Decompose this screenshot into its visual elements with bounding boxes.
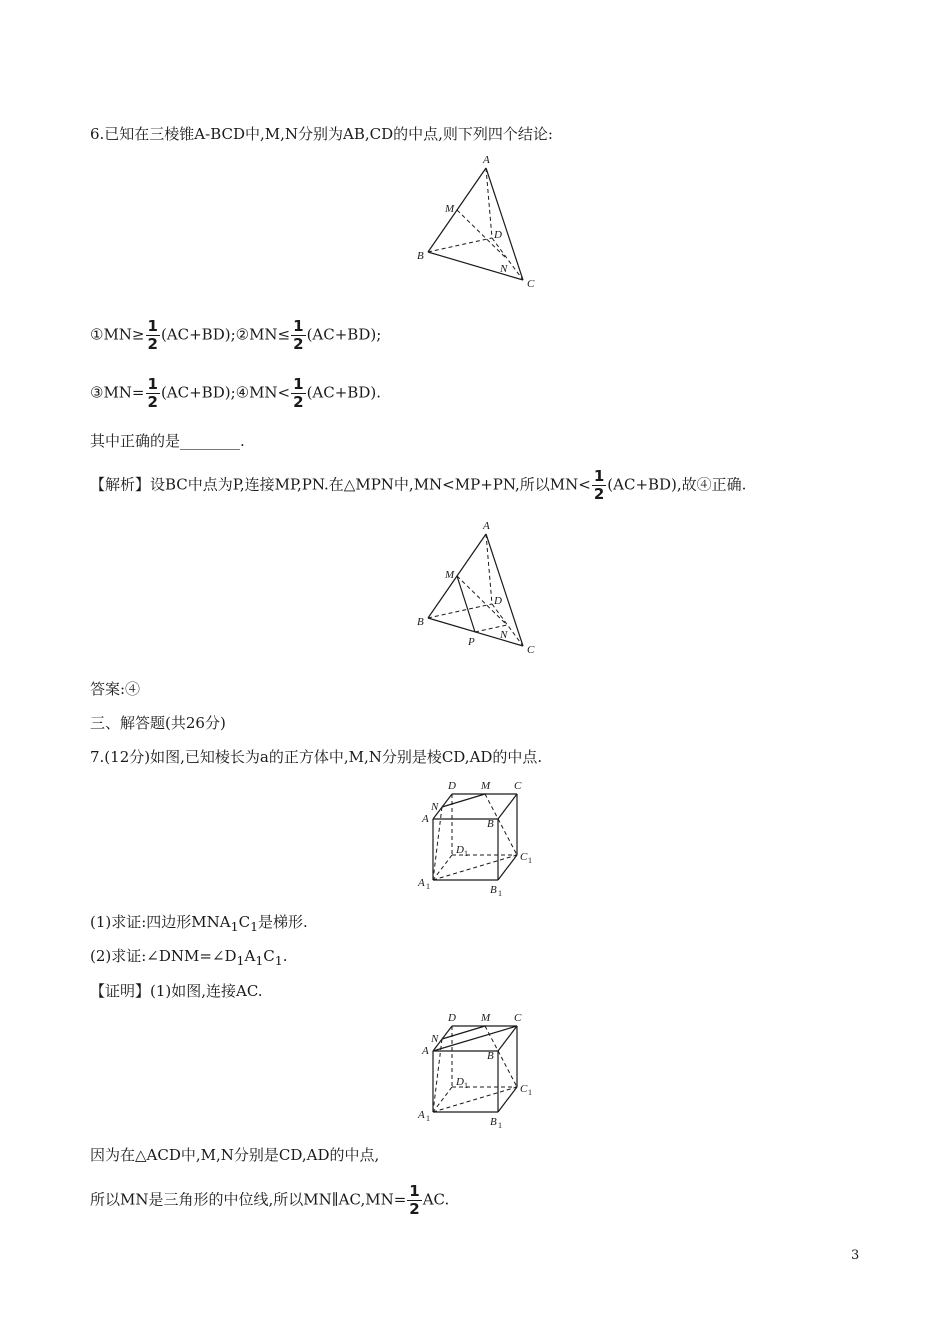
fraction-half: $\frac{1}{2}$	[147, 317, 158, 353]
fraction-half: $\frac{1}{2}$	[147, 375, 158, 411]
tetrahedron-midpoint-figure	[410, 516, 550, 661]
label-A: A	[422, 813, 429, 825]
label-C: C	[527, 278, 535, 290]
label-B: B	[417, 616, 424, 628]
label-A1: A	[418, 1109, 425, 1121]
tetrahedron-figure	[410, 150, 550, 295]
svg-text:1: 1	[528, 1088, 532, 1097]
q7-part2: (2)求证$:\angle DNM=\angle D_1A_1C_1$.	[90, 947, 288, 968]
q6-ask: 其中正确的是________.	[90, 432, 245, 450]
q6-answer: 答案:④	[90, 680, 141, 698]
label-M: M	[481, 1012, 491, 1024]
q7-part1: (1)求证:四边形$MNA_1C_1$是梯形.	[90, 913, 308, 934]
label-C: C	[514, 780, 522, 792]
q7-because: 因为在△ACD中,M,N分别是CD,AD的中点,	[90, 1146, 380, 1164]
label-N: N	[431, 1033, 439, 1045]
q6-analysis: 【解析】设BC中点为P,连接MP,PN.在△MPN中,MN<MP+PN,所以MN< $\frac{1}{2}$ (AC+BD),故④正确.	[90, 467, 747, 503]
label-M: M	[445, 203, 455, 215]
svg-text:1: 1	[426, 882, 430, 891]
page-number: 3	[851, 1248, 860, 1263]
label-M: M	[481, 780, 491, 792]
q7-so: 所以MN是三角形的中位线,所以MN∥AC,MN= $\frac{1}{2}$ AC.	[90, 1182, 450, 1218]
label-B: B	[487, 818, 494, 830]
q6-stem: 6.已知在三棱锥A-BCD中,M,N分别为AB,CD的中点,则下列四个结论:	[90, 125, 553, 143]
label-N: N	[431, 801, 439, 813]
svg-text:1: 1	[426, 1114, 430, 1123]
label-C: C	[514, 1012, 522, 1024]
label-B1: B	[490, 1116, 497, 1128]
q6-options-2: ③MN= $\frac{1}{2}$ (AC+BD);④MN< $\frac{1}{2}$ (AC+BD).	[90, 375, 381, 411]
label-D1: D	[456, 1076, 464, 1088]
cube-with-diagonal-figure	[410, 1006, 550, 1131]
label-A: A	[483, 520, 490, 532]
fraction-half: $\frac{1}{2}$	[409, 1182, 420, 1218]
q7-stem: 7.(12分)如图,已知棱长为a的正方体中,M,N分别是棱CD,AD的中点.	[90, 748, 543, 766]
svg-text:1: 1	[498, 889, 502, 898]
label-D1: D	[456, 844, 464, 856]
label-D: D	[494, 595, 502, 607]
label-A: A	[422, 1045, 429, 1057]
label-C: C	[527, 644, 535, 656]
label-N: N	[500, 629, 508, 641]
fraction-half: $\frac{1}{2}$	[593, 467, 605, 503]
label-D: D	[448, 1012, 456, 1024]
label-P: P	[468, 636, 475, 648]
cube-figure	[410, 774, 550, 899]
label-M: M	[445, 569, 455, 581]
svg-text:1: 1	[528, 856, 532, 865]
label-B: B	[417, 250, 424, 262]
label-C1: C	[520, 1083, 528, 1095]
label-D: D	[494, 229, 502, 241]
fraction-half: $\frac{1}{2}$	[293, 317, 304, 353]
fraction-half: $\frac{1}{2}$	[293, 375, 304, 411]
label-C1: C	[520, 851, 528, 863]
q7-proof: 【证明】(1)如图,连接AC.	[90, 982, 263, 1000]
label-D: D	[448, 780, 456, 792]
q6-options-1: ①MN≥ $\frac{1}{2}$ (AC+BD);②MN≤ $\frac{1}{2}$ (AC+BD);	[90, 317, 382, 353]
label-A1: A	[418, 877, 425, 889]
svg-text:1: 1	[464, 849, 468, 858]
label-B1: B	[490, 884, 497, 896]
svg-text:1: 1	[498, 1121, 502, 1130]
label-A: A	[483, 154, 490, 166]
section-heading: 三、解答题(共26分)	[90, 714, 226, 732]
svg-text:1: 1	[464, 1081, 468, 1090]
label-N: N	[500, 263, 508, 275]
label-B: B	[487, 1050, 494, 1062]
